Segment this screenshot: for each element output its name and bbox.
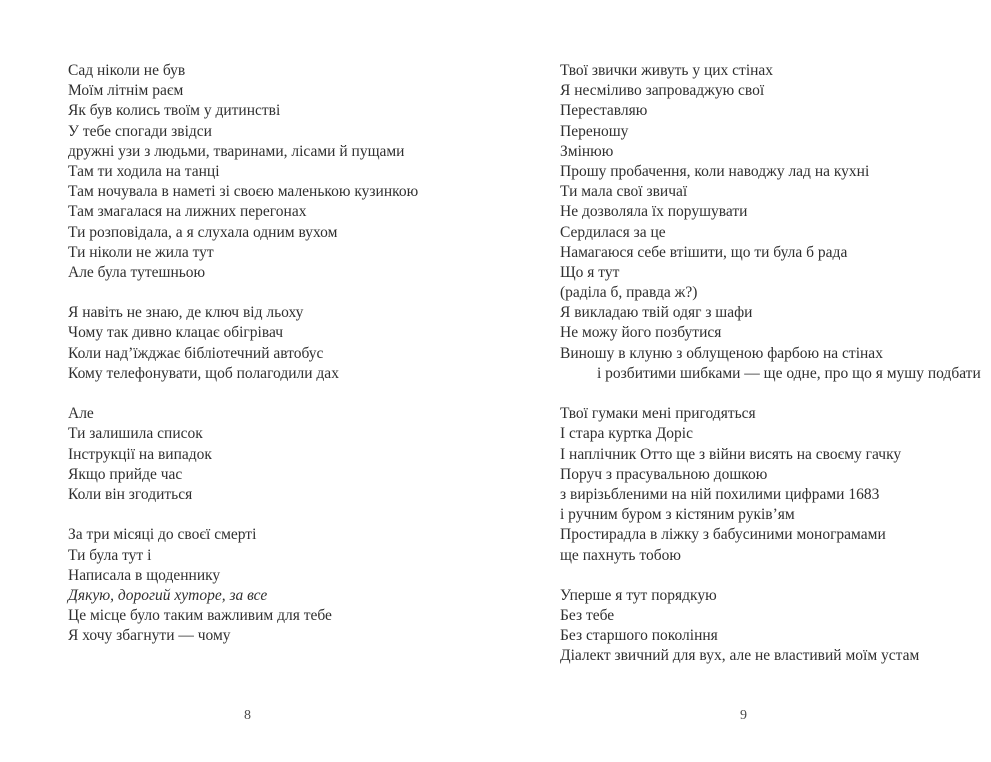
poem-line: У тебе спогади звідси <box>68 122 212 140</box>
poem-line: Але була тутешньою <box>68 263 206 281</box>
left-stanza-4 <box>68 525 496 646</box>
right-stanza-2 <box>560 404 988 566</box>
poem-line: Переношу <box>560 122 629 140</box>
left-stanza-3 <box>68 404 496 505</box>
poem-line: Переставляю <box>560 102 648 120</box>
poem-line: Уперше я тут порядкую <box>560 586 717 604</box>
poem-line: Без тебе <box>560 607 615 625</box>
poem-line: Ти була тут і <box>68 546 152 564</box>
poem-line: Сад ніколи не був <box>68 62 186 79</box>
poem-line: Дякую, дорогий хуторе, за все <box>68 586 268 604</box>
right-stanza-3 <box>560 586 988 667</box>
page-number-right: 9 <box>740 708 747 723</box>
poem-line: Там ночувала в наметі зі своєю маленькою кузинкою <box>68 183 419 201</box>
poem-page-right <box>560 61 988 667</box>
poem-line: Поруч з прасувальною дошкою <box>560 465 768 483</box>
poem-line: Там змагалася на лижних перегонах <box>68 203 307 221</box>
poem-line: Що я тут <box>560 263 620 281</box>
poem-line: Ти залишила список <box>68 425 203 443</box>
poem-line: Я викладаю твій одяг з шафи <box>560 304 753 322</box>
poem-line: з вирізьбленими на ній похилими цифрами 1683 <box>560 485 880 503</box>
poem-line: Чому так дивно клацає обігрівач <box>68 324 284 342</box>
poem-line: Твої гумаки мені пригодяться <box>560 405 756 423</box>
poem-line: (раділа б, правда ж?) <box>560 284 698 302</box>
poem-line: І стара куртка Доріс <box>560 425 693 443</box>
poem-line: Моїм літнім раєм <box>68 82 184 100</box>
poem-line: і ручним буром з кістяним руків’ям <box>560 506 795 524</box>
poem-line: Простирадла в ліжку з бабусиними монограмами <box>560 526 886 544</box>
poem-line: Це місце було таким важливим для тебе <box>68 607 332 625</box>
left-stanza-2 <box>68 303 496 384</box>
poem-line: Якщо прийде час <box>68 465 183 483</box>
left-stanza-1 <box>68 61 496 283</box>
poem-line: Без старшого покоління <box>560 627 718 645</box>
poem-line: І наплічник Отто ще з війни висять на своєму гачку <box>560 445 902 463</box>
poem-line: Коли він згодиться <box>68 485 193 503</box>
poem-line: Коли над’їжджає бібліотечний автобус <box>68 344 324 362</box>
poem-line: Ти мала свої звичаї <box>560 183 688 201</box>
poem-line: Не можу його позбутися <box>560 324 722 342</box>
page-number-left: 8 <box>244 708 251 723</box>
poem-line: Ти розповідала, а я слухала одним вухом <box>68 223 338 241</box>
poem-line: Як був колись твоїм у дитинстві <box>68 102 281 120</box>
poem-line: За три місяці до своєї смерті <box>68 526 257 544</box>
poem-line: Я навіть не знаю, де ключ від льоху <box>68 304 304 322</box>
poem-page-left <box>68 61 496 646</box>
poem-line: Але <box>68 405 94 423</box>
poem-line: Діалект звичний для вух, але не властивий моїм устам <box>560 647 920 665</box>
poem-line: Виношу в клуню з облущеною фарбою на стінах <box>560 344 883 362</box>
poem-line: Там ти ходила на танці <box>68 162 220 180</box>
poem-line: Я хочу збагнути — чому <box>68 627 231 645</box>
poem-line: Кому телефонувати, щоб полагодили дах <box>68 364 339 382</box>
poem-line: Намагаюся себе втішити, що ти була б рада <box>560 243 848 261</box>
poem-line: Сердилася за це <box>560 223 666 241</box>
poem-line: Змінюю <box>560 142 614 160</box>
right-stanza-1 <box>560 61 988 384</box>
poem-line: Інструкції на випадок <box>68 445 212 463</box>
poem-line: Написала в щоденнику <box>68 566 221 584</box>
poem-line: дружні узи з людьми, тваринами, лісами й пущами <box>68 142 405 160</box>
poem-line: Я несміливо запроваджую свої <box>560 82 765 100</box>
poem-line: Ти ніколи не жила тут <box>68 243 214 261</box>
poem-line: Твої звички живуть у цих стінах <box>560 62 774 79</box>
poem-line: ще пахнуть тобою <box>560 546 681 564</box>
poem-line: і розбитими шибками — ще одне, про що я мушу подбати <box>597 364 981 382</box>
poem-line: Прошу пробачення, коли наводжу лад на кухні <box>560 162 870 180</box>
poem-line: Не дозволяла їх порушувати <box>560 203 748 221</box>
